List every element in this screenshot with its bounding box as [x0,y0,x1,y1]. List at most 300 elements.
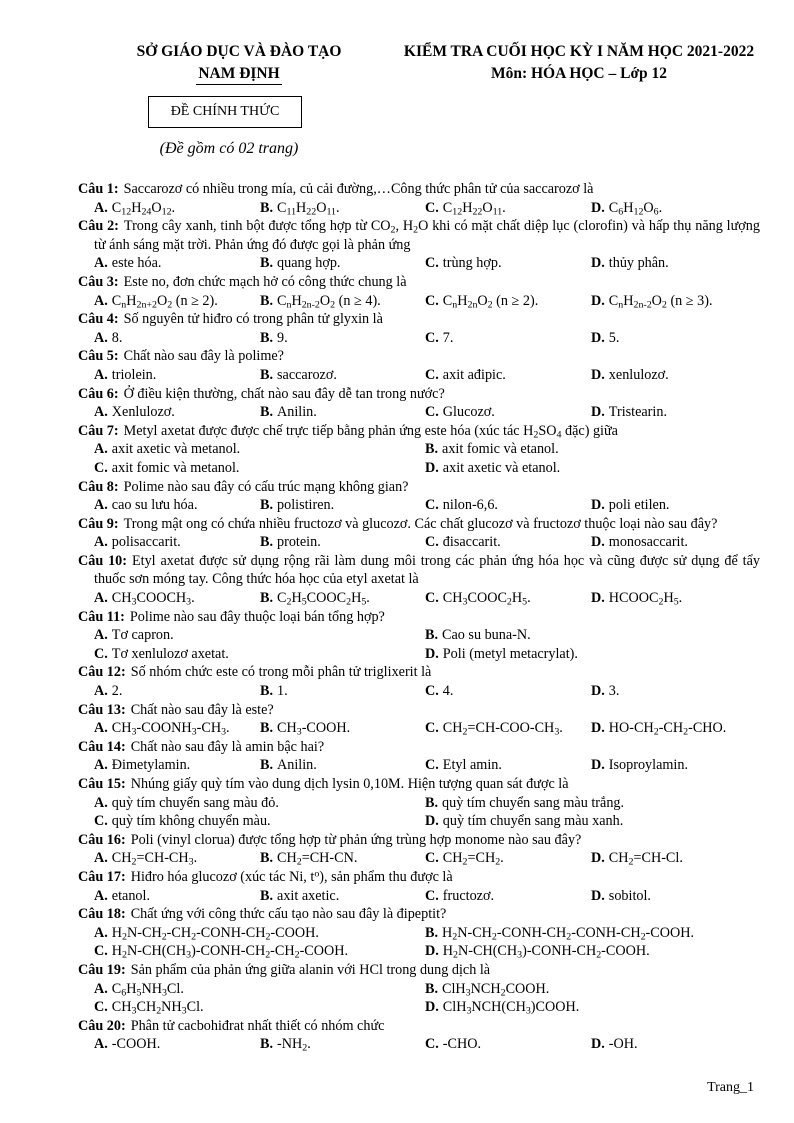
option-key: B. [425,441,439,458]
option-text: sobitol. [608,887,651,904]
answer-row [78,626,760,645]
question-stem [78,552,760,589]
option-text: Xenlulozơ. [111,404,175,421]
answer-option-a[interactable] [94,682,122,701]
answer-option-b[interactable] [260,756,317,775]
answer-row [78,645,760,664]
question-label: Câu 6: [78,385,119,402]
answer-option-d[interactable] [591,719,726,738]
question-stem [78,385,760,404]
answer-option-a[interactable] [94,719,230,738]
answer-row [78,924,760,943]
option-text: 8. [111,329,123,346]
question-label: Câu 17: [78,868,126,885]
option-text: xenlulozơ. [608,366,669,383]
answer-option-a[interactable] [94,924,319,943]
answer-option-c[interactable] [94,459,239,478]
answer-option-b[interactable] [425,626,531,645]
question-16 [78,831,760,868]
answer-option-a[interactable] [94,292,218,311]
issuing-authority [104,41,374,85]
answer-option-b[interactable] [260,366,337,385]
answer-option-a[interactable] [94,329,122,348]
answer-option-d[interactable] [425,645,578,664]
answer-option-d[interactable] [591,254,669,273]
answer-option-d[interactable] [591,1035,638,1054]
option-text: quỳ tím chuyển sang màu đỏ. [111,794,279,811]
question-3 [78,273,760,310]
option-text: $C_2H_5COOC_2H_5$. [277,590,370,608]
option-key: D. [591,683,605,700]
question-stem [78,701,760,720]
question-text: Nhúng giấy quỳ tím vào dung dịch lysin 0,10M. Hiện tượng quan sát được là [130,776,569,792]
answer-row [78,496,760,515]
option-key: A. [94,924,108,941]
answer-option-b[interactable] [260,199,340,218]
question-text: Ở điều kiện thường, chất nào sau đây dễ tan trong nước? [123,385,445,402]
answer-option-c[interactable] [425,533,501,552]
question-text: Chất nào sau đây là polime? [123,348,284,365]
question-label: Câu 12: [78,664,126,681]
question-stem [78,1017,760,1036]
option-key: A. [94,366,108,383]
option-key: C. [425,720,439,737]
option-text: $C_6H_{12}O_6$. [608,199,663,218]
answer-row [78,533,760,552]
option-key: D. [591,497,605,514]
option-key: C. [425,887,439,904]
option-text: fructozơ. [442,887,495,904]
option-key: B. [260,850,274,867]
option-text: Tơ capron. [111,627,174,644]
question-20 [78,1017,760,1054]
answer-option-c[interactable] [94,942,348,961]
option-text: $CH_3COOCH_3$. [111,590,195,608]
option-text: đisaccarit. [442,534,501,551]
answer-option-d[interactable] [591,366,669,385]
answer-row [78,366,760,385]
question-17 [78,868,760,905]
answer-option-a[interactable] [94,756,190,775]
option-key: C. [425,366,439,383]
option-key: D. [591,720,605,737]
option-text: Poli (metyl metacrylat). [442,645,578,662]
answer-option-d[interactable] [591,682,619,701]
option-text: 3. [608,683,620,700]
question-text: Trong cây xanh, tinh bột được tổng hợp từ $CO_2$, $H_2O$ khi có mặt chất diệp lục (clorofin) và hấp thụ năng lượng từ ánh sáng mặt trời. Phản ứng đó được gọi là phản ứng [94,218,760,253]
option-text: Etyl amin. [442,757,502,774]
question-text: Trong mật ong có chứa nhiều fructozơ và glucozơ. Các chất glucozơ và fructozơ thuộc loại nào sau đây? [123,515,718,532]
option-text: cao su lưu hóa. [111,497,198,514]
answer-option-a[interactable] [94,366,156,385]
question-label: Câu 13: [78,701,126,718]
question-label: Câu 9: [78,515,119,532]
option-key: C. [425,199,439,216]
question-stem [78,478,760,497]
option-key: C. [425,255,439,272]
option-key: D. [425,999,439,1016]
answer-option-b[interactable] [425,980,549,999]
option-key: D. [425,943,439,960]
option-text: 9. [277,329,288,346]
answer-row [78,998,760,1017]
option-key: C. [425,497,439,514]
option-text: $C_{12}H_{22}O_{11}$. [442,199,506,218]
option-key: A. [94,720,108,737]
option-text: Anilin. [277,757,317,774]
option-text: $C_{12}H_{24}O_{12}$. [111,199,176,218]
option-key: D. [591,404,605,421]
question-10 [78,552,760,608]
question-label: Câu 18: [78,906,126,923]
option-key: C. [94,459,108,476]
answer-option-d[interactable] [591,329,619,348]
answer-option-b[interactable] [260,719,350,738]
answer-row [78,849,760,868]
answer-row [78,199,760,218]
answer-option-a[interactable] [94,626,174,645]
option-key: C. [425,534,439,551]
answer-option-c[interactable] [425,366,506,385]
answer-row [78,403,760,422]
question-stem [78,961,760,980]
answer-option-a[interactable] [94,199,175,218]
option-text: axit axetic và etanol. [442,459,561,476]
answer-row [78,440,760,459]
answer-option-c[interactable] [425,403,495,422]
answer-option-d[interactable] [591,496,669,515]
option-text: quỳ tím chuyển sang màu trắng. [442,794,625,811]
official-label-box: ĐỀ CHÍNH THỨC [148,96,302,128]
answer-row [78,1035,760,1054]
answer-option-a[interactable] [94,403,175,422]
answer-row [78,980,760,999]
answer-option-b[interactable] [260,887,339,906]
authority-name: SỞ GIÁO DỤC VÀ ĐÀO TẠO [136,43,342,60]
option-text: $ClH_3NCH(CH_3)COOH$. [442,999,580,1017]
option-text: $CH_3-COONH_3-CH_3$. [111,720,230,738]
option-key: A. [94,794,108,811]
question-text: Chất ứng với công thức cấu tạo nào sau đây là đipeptit? [130,906,447,923]
answer-option-d[interactable] [591,887,651,906]
option-key: B. [260,199,274,216]
question-stem [78,347,760,366]
answer-option-c[interactable] [94,812,271,831]
question-label: Câu 15: [78,776,126,792]
answer-option-d[interactable] [425,942,650,961]
question-6 [78,385,760,422]
option-key: D. [591,757,605,774]
answer-option-d[interactable] [591,403,667,422]
option-key: A. [94,404,108,421]
answer-option-a[interactable] [94,496,198,515]
question-text: Phân tử cacbohiđrat nhất thiết có nhóm chức [130,1017,385,1034]
option-key: A. [94,980,108,997]
option-text: Tơ xenlulozơ axetat. [111,645,229,662]
question-label: Câu 14: [78,738,126,755]
answer-row [78,329,760,348]
question-18 [78,905,760,961]
answer-row [78,794,760,813]
answer-option-b[interactable] [425,440,559,459]
question-11 [78,608,760,664]
answer-option-c[interactable] [425,1035,481,1054]
option-text: polisaccarit. [111,534,181,551]
option-key: C. [425,329,439,346]
option-text: quỳ tím không chuyển màu. [111,813,271,830]
option-key: B. [260,590,274,607]
answer-option-b[interactable] [260,849,357,868]
question-9 [78,515,760,552]
answer-option-b[interactable] [260,496,334,515]
option-key: B. [425,924,439,941]
question-stem [78,608,760,627]
option-key: C. [425,757,439,774]
option-key: C. [94,943,108,960]
answer-option-a[interactable] [94,589,195,608]
page-number: Trang_1 [707,1080,754,1095]
question-label: Câu 5: [78,348,119,365]
answer-option-a[interactable] [94,533,181,552]
question-stem [78,217,760,254]
option-key: D. [591,199,605,216]
option-text: axit axetic. [277,887,340,904]
answer-option-a[interactable] [94,254,161,273]
question-text: Poli (vinyl clorua) được tổng hợp từ phản ứng trùng hợp monome nào sau đây? [130,831,582,848]
option-key: D. [591,887,605,904]
answer-option-a[interactable] [94,849,197,868]
option-text: 7. [442,329,454,346]
answer-option-b[interactable] [425,794,624,813]
answer-row [78,682,760,701]
option-text: nilon-6,6. [442,497,498,514]
answer-option-c[interactable] [425,199,506,218]
answer-option-a[interactable] [94,887,150,906]
answer-option-c[interactable] [425,849,504,868]
option-key: D. [425,645,439,662]
option-text: protein. [277,534,321,551]
option-key: C. [94,645,108,662]
option-key: A. [94,329,108,346]
answer-option-c[interactable] [425,254,502,273]
option-key: B. [260,683,274,700]
authority-province: NAM ĐỊNH [196,64,281,85]
option-text: triolein. [111,366,157,383]
question-19 [78,961,760,1017]
question-stem [78,775,760,794]
option-text: $CH_3$-COOH. [277,720,351,738]
option-text: 5. [608,329,620,346]
option-text: -OH. [608,1036,638,1053]
question-stem [78,422,760,441]
option-text: $CH_2=CH-CN$. [277,850,358,868]
answer-option-d[interactable] [425,998,579,1017]
question-label: Câu 2: [78,218,119,235]
question-label: Câu 4: [78,311,119,328]
answer-option-b[interactable] [260,533,321,552]
option-key: C. [425,683,439,700]
option-key: B. [260,757,274,774]
option-key: B. [260,329,274,346]
option-key: B. [260,292,274,309]
question-12 [78,663,760,700]
question-text: Hiđro hóa glucozơ (xúc tác Ni, $t^o$), sản phẩm thu được là [130,868,453,885]
option-key: C. [94,813,108,830]
question-15 [78,775,760,831]
option-text: trùng hợp. [442,255,502,272]
option-key: C. [94,999,108,1016]
option-text: axit axetic và metanol. [111,441,241,458]
answer-option-b[interactable] [260,403,317,422]
option-text: Cao su buna-N. [442,627,531,644]
question-text: Saccarozơ có nhiều trong mía, củ cải đường,…Công thức phân tử của saccarozơ là [123,181,594,197]
option-key: B. [260,497,274,514]
answer-option-c[interactable] [425,682,453,701]
option-text: $CH_3CH_2NH_3Cl$. [111,999,204,1017]
option-text: $H_2N-CH_2-CONH-CH_2-CONH-CH_2$-COOH. [442,924,695,943]
option-text: axit fomic và etanol. [442,441,559,458]
option-text: Anilin. [277,404,317,421]
option-key: D. [425,813,439,830]
answer-option-b[interactable] [260,292,381,311]
option-text: Glucozơ. [442,404,495,421]
option-key: D. [591,590,605,607]
option-text: monosaccarit. [608,534,688,551]
answer-option-a[interactable] [94,980,184,999]
option-key: D. [425,459,439,476]
answer-option-d[interactable] [591,849,683,868]
page-count-note: (Đề gồm có 02 trang) [159,140,299,157]
answer-option-d[interactable] [591,199,662,218]
option-key: D. [591,366,605,383]
answer-option-c[interactable] [425,756,502,775]
answer-option-b[interactable] [260,682,288,701]
answer-option-d[interactable] [591,533,688,552]
option-text: $C_nH_{2n+2}O_2$ (n ≥ 2). [111,292,218,311]
exam-subject: Môn: HÓA HỌC – Lớp 12 [490,65,668,82]
option-text: etanol. [111,887,151,904]
question-text: Metyl axetat được được chế trực tiếp bằng phản ứng este hóa (xúc tác $H_2SO_4$ đặc) giữa [123,422,618,441]
option-key: B. [425,980,439,997]
question-list [78,180,760,1054]
option-key: B. [260,404,274,421]
option-text: $H_2N-CH(CH_3)-CONH-CH_2-CH_2$-COOH. [111,943,349,961]
answer-option-b[interactable] [425,924,694,943]
option-key: A. [94,887,108,904]
answer-option-c[interactable] [94,645,229,664]
question-text: Chất nào sau đây là amin bậc hai? [130,738,325,755]
answer-option-b[interactable] [260,329,288,348]
question-label: Câu 11: [78,608,125,625]
answer-option-d[interactable] [425,459,560,478]
option-text: $HO-CH_2-CH_2$-CHO. [608,720,727,738]
answer-option-c[interactable] [425,496,498,515]
answer-row [78,719,760,738]
question-text: Số nguyên tử hiđro có trong phân tử glyxin là [123,311,383,328]
question-5 [78,347,760,384]
question-text: Este no, đơn chức mạch hở có công thức chung là [123,273,407,290]
option-text: este hóa. [111,255,162,272]
option-text: $CH_2=CH-Cl$. [608,850,683,868]
answer-option-c[interactable] [425,329,453,348]
option-key: A. [94,497,108,514]
answer-option-c[interactable] [425,887,494,906]
option-key: B. [260,720,274,737]
option-text: axit ađipic. [442,366,506,383]
option-key: B. [260,887,274,904]
option-key: A. [94,590,108,607]
answer-row [78,589,760,608]
option-text: quang hợp. [277,255,341,272]
answer-option-a[interactable] [94,1035,160,1054]
option-text: $CH_2=CH_2$. [442,850,504,868]
answer-row [78,292,760,311]
question-label: Câu 20: [78,1017,126,1034]
question-14 [78,738,760,775]
option-key: A. [94,757,108,774]
option-key: C. [425,292,439,309]
answer-option-c[interactable] [425,292,538,311]
question-8 [78,478,760,515]
question-label: Câu 19: [78,961,126,978]
option-key: A. [94,1036,108,1053]
question-4 [78,310,760,347]
question-label: Câu 7: [78,422,119,439]
option-key: A. [94,199,108,216]
question-7 [78,422,760,478]
question-label: Câu 1: [78,181,119,197]
option-text: $CH_2=CH-COO-CH_3$. [442,720,563,738]
answer-option-c[interactable] [425,589,531,608]
question-text: Chất nào sau đây là este? [130,701,274,718]
option-key: D. [591,534,605,551]
answer-option-c[interactable] [425,719,563,738]
answer-option-d[interactable] [591,756,688,775]
option-key: D. [591,292,605,309]
question-2 [78,217,760,273]
option-text: $-NH_2$. [277,1036,311,1054]
option-text: -CHO. [442,1036,482,1053]
answer-option-d[interactable] [425,812,623,831]
answer-option-b[interactable] [260,589,370,608]
option-text: thủy phân. [608,255,669,272]
answer-option-b[interactable] [260,254,340,273]
exam-heading [384,41,774,85]
answer-option-a[interactable] [94,440,240,459]
option-text: $HCOOC_2H_5$. [608,590,683,608]
option-key: B. [425,794,439,811]
answer-row [78,459,760,478]
question-stem [78,905,760,924]
answer-option-b[interactable] [260,1035,311,1054]
option-key: A. [94,292,108,309]
answer-option-c[interactable] [94,998,204,1017]
question-stem [78,868,760,887]
question-label: Câu 8: [78,478,119,495]
option-text: 4. [442,683,454,700]
answer-option-d[interactable] [591,589,682,608]
question-stem [78,273,760,292]
question-text: Etyl axetat được sử dụng rộng rãi làm dung môi trong các phản ứng hóa học và cũng được sử dụng để tẩy thuốc sơn móng tay. Công thức hóa học của etyl axetat là [94,552,760,588]
option-text: $H_2N-CH_2-CH_2-CONH-CH_2$-COOH. [111,924,319,943]
option-text: $C_nH_{2n-2}O_2$ (n ≥ 4). [277,292,381,311]
answer-option-a[interactable] [94,794,279,813]
answer-option-d[interactable] [591,292,713,311]
option-key: D. [591,1036,605,1053]
answer-row [78,756,760,775]
answer-row [78,887,760,906]
option-text: $CH_3COOC_2H_5$. [442,590,531,608]
